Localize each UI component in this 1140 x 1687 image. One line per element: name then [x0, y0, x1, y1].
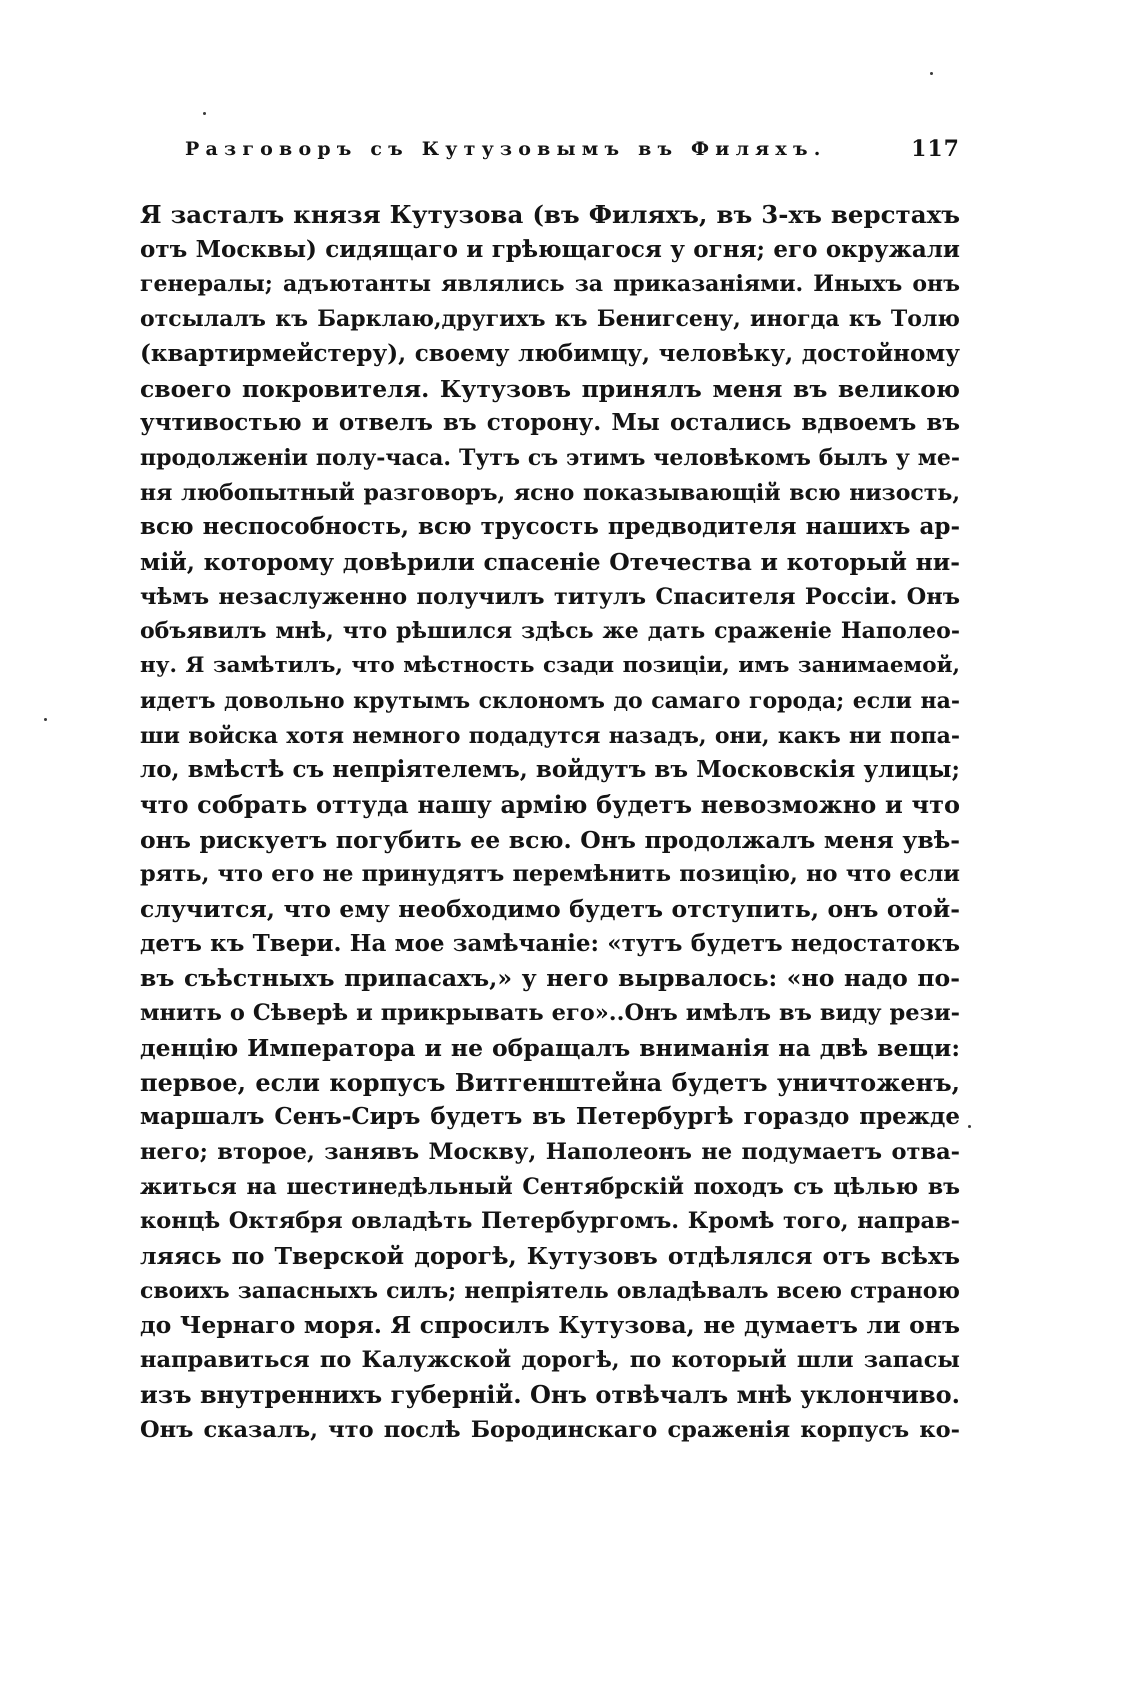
scan-speck — [930, 72, 933, 75]
text-line: изъ внутреннихъ губерній. Онъ отвѣчалъ мнѣ уклончиво. — [140, 1379, 960, 1409]
text-line: денцію Императора и не обращалъ вниманія на двѣ вещи: — [140, 1033, 960, 1062]
text-line: въ съѣстныхъ припасахъ,» у него вырвалось: «но надо по- — [140, 964, 960, 993]
text-line: своихъ запасныхъ силъ; непріятель овладѣвалъ всею страною — [140, 1277, 960, 1304]
text-line: маршалъ Сенъ-Сиръ будетъ въ Петербургѣ гораздо прежде — [140, 1103, 960, 1131]
text-line: него; второе, занявъ Москву, Наполеонъ не подумаетъ отва- — [140, 1138, 960, 1165]
text-line: учтивостью и отвелъ въ сторону. Мы остались вдвоемъ въ — [140, 409, 960, 437]
text-line: ши войска хотя немного подадутся назадъ, они, какъ ни попа- — [140, 722, 960, 749]
text-line: ло, вмѣстѣ съ непріятелемъ, войдутъ въ Московскія улицы; — [140, 756, 960, 784]
text-line: идетъ довольно крутымъ склономъ до самаго города; если на- — [140, 687, 960, 714]
text-line: объявилъ мнѣ, что рѣшился здѣсь же дать сраженіе Наполео- — [140, 618, 960, 645]
text-line: случится, что ему необходимо будетъ отступить, онъ отой- — [140, 895, 960, 923]
text-line: детъ къ Твери. На мое замѣчаніе: «тутъ будетъ недостатокъ — [140, 929, 960, 957]
text-line: отъ Москвы) сидящаго и грѣющагося у огня; его окружали — [140, 235, 960, 263]
text-line: онъ рискуетъ погубить ее всю. Онъ продолжалъ меня увѣ- — [140, 825, 960, 854]
scan-speck — [968, 1125, 971, 1128]
text-line: Я засталъ князя Кутузова (въ Филяхъ, въ 3-хъ верстахъ — [140, 200, 960, 229]
text-line: первое, если корпусъ Витгенштейна будетъ уничтоженъ, — [140, 1067, 960, 1097]
text-line: житься на шестинедѣльный Сентябрскій походъ съ цѣлью въ — [140, 1173, 960, 1200]
text-line: до Чернаго моря. Я спросилъ Кутузова, не думаетъ ли онъ — [140, 1311, 960, 1340]
text-line: ня любопытный разговоръ, ясно показывающій всю низость, — [140, 479, 960, 506]
text-line: чѣмъ незаслуженно получилъ титулъ Спасителя Россіи. Онъ — [140, 583, 960, 610]
page-header — [185, 132, 960, 172]
text-line: ну. Я замѣтилъ, что мѣстность сзади позиціи, имъ занимаемой, — [140, 653, 960, 679]
text-line: концѣ Октября овладѣть Петербургомъ. Кромѣ того, направ- — [140, 1208, 960, 1235]
text-line: мнить о Сѣверѣ и прикрывать его»..Онъ имѣлъ въ виду рези- — [140, 1000, 960, 1027]
text-line: своего покровителя. Кутузовъ принялъ меня въ великою — [140, 374, 960, 403]
text-line: что собрать оттуда нашу армію будетъ невозможно и что — [140, 789, 960, 819]
running-title: Разговоръ съ Кутузовымъ въ Филяхъ. — [185, 138, 827, 160]
text-line: рять, что его не принудятъ перемѣнить позицію, но что если — [140, 861, 960, 888]
text-line: отсылалъ къ Барклаю,другихъ къ Бенигсену, иногда къ Толю — [140, 306, 960, 333]
text-line: ляясь по Тверской дорогѣ, Кутузовъ отдѣлялся отъ всѣхъ — [140, 1242, 960, 1270]
scan-speck — [203, 112, 206, 115]
text-line: всю неспособность, всю трусость предводителя нашихъ ар- — [140, 513, 960, 541]
text-line: (квартирмейстеру), своему любимцу, человѣку, достойному — [140, 339, 960, 367]
text-line: продолженіи полу-часа. Тутъ съ этимъ человѣкомъ былъ у ме- — [140, 444, 960, 471]
text-line: мій, которому довѣрили спасеніе Отечества и который ни- — [140, 548, 960, 576]
text-line: генералы; адъютанты являлись за приказаніями. Иныхъ онъ — [140, 271, 960, 298]
text-line: Онъ сказалъ, что послѣ Бородинскаго сраженія корпусъ ко- — [140, 1416, 960, 1443]
page-number: 117 — [911, 136, 960, 162]
text-line: направиться по Калужской дорогѣ, по который шли запасы — [140, 1347, 960, 1374]
scan-speck — [44, 718, 47, 721]
